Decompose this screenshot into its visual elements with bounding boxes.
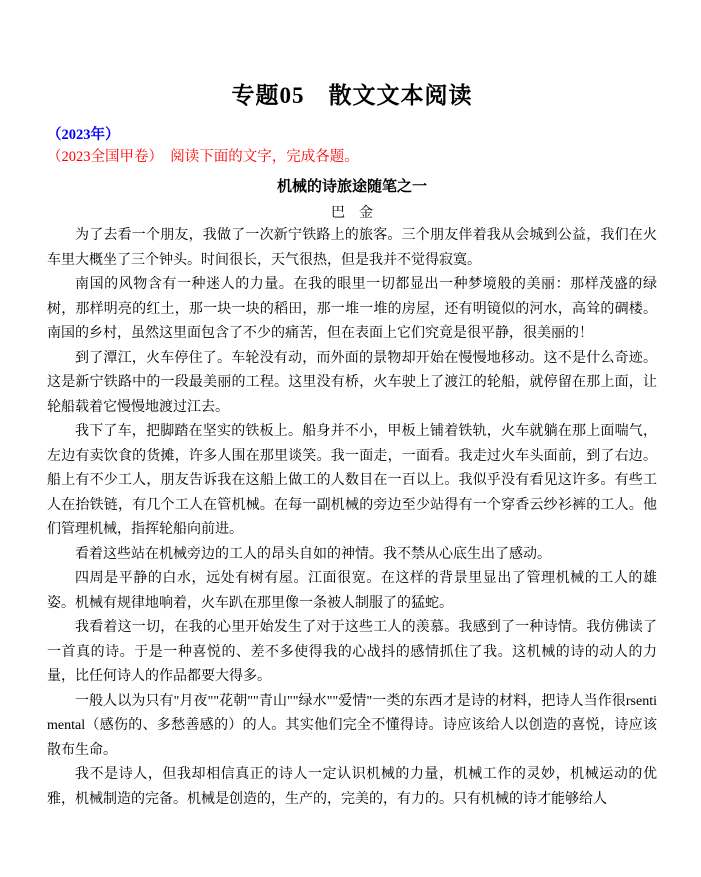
article-body — [47, 224, 657, 812]
article-paragraph: 四周是平静的白水，远处有树有屋。江面很宽。在这样的背景里显出了管理机械的工人的雄姿。机械有规律地响着，火车趴在那里像一条被人制服了的猛蛇。 — [47, 571, 657, 611]
exam-source-line — [47, 149, 657, 165]
article-paragraph: 我看着这一切，在我的心里开始发生了对于这些工人的羡慕。我感到了一种诗情。我仿佛读了一首真的诗。于是一种喜悦的、差不多使得我的心战抖的感情抓住了我。这机械的诗的动人的力量，比任何诗人的作品都要大得多。 — [47, 620, 657, 684]
exam-instruction: 阅读下面的文字，完成各题。 — [170, 149, 359, 165]
article-paragraph: 为了去看一个朋友，我做了一次新宁铁路上的旅客。三个朋友伴着我从会城到公益，我们在火车里大概坐了三个钟头。时间很长，天气很热，但是我并不觉得寂寞。 — [47, 228, 657, 268]
article-paragraph: 看着这些站在机械旁边的工人的昂头自如的神情。我不禁从心底生出了感动。 — [75, 546, 551, 562]
article-paragraph: 到了潭江，火车停住了。车轮没有动，而外面的景物却开始在慢慢地移动。这不是什么奇迹。这是新宁铁路中的一段最美丽的工程。这里没有桥，火车驶上了渡江的轮船，就停留在那上面，让轮船载着它慢慢地渡过江去。 — [47, 350, 657, 415]
article-author: 巴 金 — [331, 206, 373, 221]
article-paragraph: 我下了车，把脚踏在坚实的铁板上。船身并不小，甲板上铺着铁轨，火车就躺在那上面喘气，左边有卖饮食的货摊，许多人围在那里谈笑。我一面走，一面看。我走过火车头面前，到了右边。船上有不少工人，朋友告诉我在这船上做工的人数目在一百以上。我似乎没有看见这许多。有些工人在抬铁链，有几个工人在管机械。在每一副机械的旁边至少站得有一个穿香云纱衫裤的工人。他们管理机械，指挥轮船向前进。 — [47, 424, 657, 537]
article-paragraph: 南国的风物含有一种迷人的力量。在我的眼里一切都显出一种梦境般的美丽：那样茂盛的绿树，那样明亮的红土，那一块一块的稻田，那一堆一堆的房屋，还有明镜似的河水，高耸的碉楼。南国的乡村，虽然这里面包含了不少的痛苦，但在表面上它们究竟是很平静，很美丽的！ — [47, 277, 657, 341]
exam-source-label: （2023全国甲卷） — [47, 149, 163, 165]
document-title: 专题05 散文文本阅读 — [231, 83, 473, 108]
year-heading: （2023年） — [47, 127, 120, 143]
article-paragraph: 我不是诗人，但我却相信真正的诗人一定认识机械的力量，机械工作的灵妙，机械运动的优雅，机械制造的完备。机械是创造的，生产的，完美的，有力的。只有机械的诗才能够给人 — [47, 767, 657, 807]
article-title: 机械的诗旅途随笔之一 — [276, 179, 427, 195]
article-paragraph: 一般人以为只有"月夜""花朝""青山""绿水""爱情"一类的东西才是诗的材料，把诗人当作很rsentimental（感伤的、多愁善感的）的人。其实他们完全不懂得诗。诗应该给人以创造的喜悦，诗应该散布生命。 — [47, 693, 657, 758]
